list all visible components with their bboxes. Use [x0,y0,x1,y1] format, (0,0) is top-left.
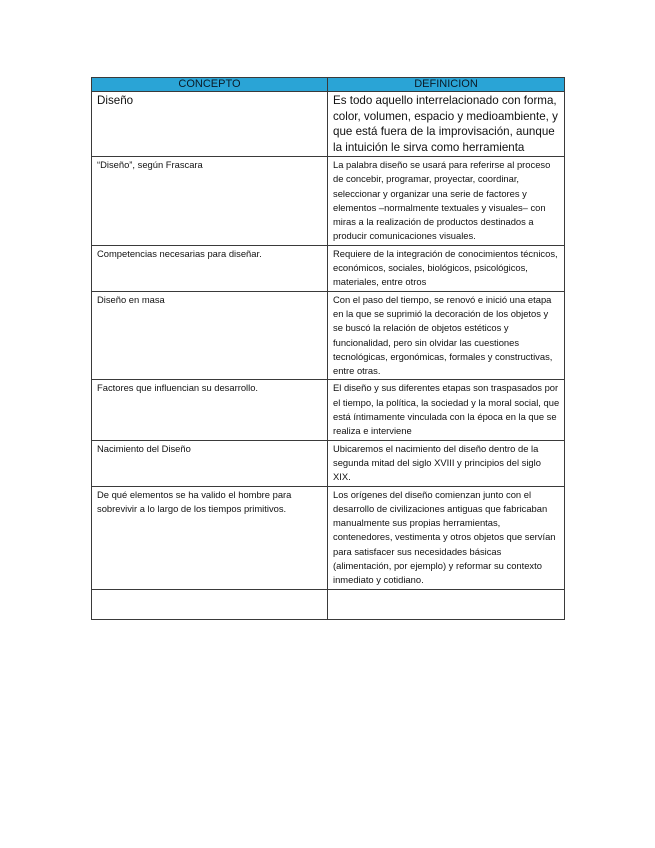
table-header-row [92,78,565,92]
table-row [92,291,565,380]
concept-definition-table [91,77,565,620]
table-row [92,157,565,246]
concept-cell: “Diseño”, según Frascara [92,157,328,246]
table-row [92,380,565,440]
concept-cell: Competencias necesarias para diseñar. [92,245,328,291]
definition-cell: Con el paso del tiempo, se renovó e inició una etapa en la que se suprimió la decoración de los objetos y se buscó la relación de objetos estéticos y funcionalidad, pero sin olvidar las cuestiones tecnológicas, ergonómicas, formales y constructivas, entre otras. [328,291,565,380]
header-definicion: DEFINICION [328,78,565,92]
concept-cell: Factores que influencian su desarrollo. [92,380,328,440]
concept-cell: Diseño en masa [92,291,328,380]
definition-cell [328,589,565,619]
definition-cell: Requiere de la integración de conocimientos técnicos, económicos, sociales, biológicos, psicológicos, materiales, entre otros [328,245,565,291]
table-row [92,440,565,486]
table-row [92,486,565,589]
concept-cell: Nacimiento del Diseño [92,440,328,486]
empty-table-row [92,589,565,619]
concept-cell: De qué elementos se ha valido el hombre para sobrevivir a lo largo de los tiempos primitivos. [92,486,328,589]
definition-cell: Es todo aquello interrelacionado con forma, color, volumen, espacio y medioambiente, y que está fuera de la improvisación, aunque la intuición le sirva como herramienta [328,92,565,157]
definition-cell: El diseño y sus diferentes etapas son traspasados por el tiempo, la política, la sociedad y la moral social, que está íntimamente vinculada con la época en la que se realiza e interviene [328,380,565,440]
concept-cell: Diseño [92,92,328,157]
concept-cell [92,589,328,619]
header-concepto: CONCEPTO [92,78,328,92]
definition-cell: La palabra diseño se usará para referirse al proceso de concebir, programar, proyectar, coordinar, seleccionar y organizar una serie de factores y elementos –normalmente textuales y visuales– con miras a la realización de productos destinados a producir comunicaciones visuales. [328,157,565,246]
definition-cell: Los orígenes del diseño comienzan junto con el desarrollo de civilizaciones antiguas que fabricaban manualmente sus propias herramientas, contenedores, vestimenta y otros objetos que servían para satisfacer sus necesidades básicas (alimentación, por ejemplo) y reformar su contexto inmediato y cotidiano. [328,486,565,589]
table-row [92,245,565,291]
table-row [92,92,565,157]
definition-cell: Ubicaremos el nacimiento del diseño dentro de la segunda mitad del siglo XVIII y principios del siglo XIX. [328,440,565,486]
